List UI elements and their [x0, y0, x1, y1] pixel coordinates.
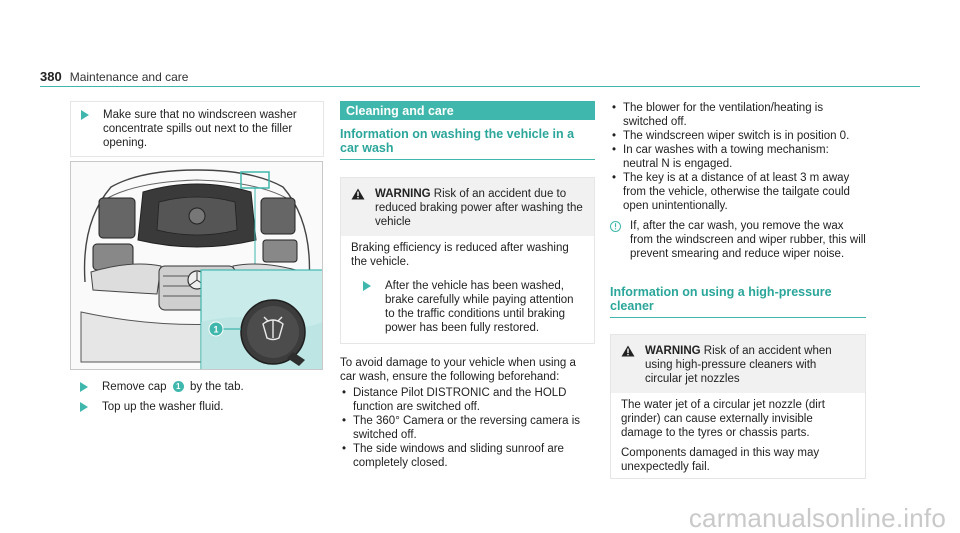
warning-triangle-icon [351, 188, 365, 200]
warning-instruction [351, 279, 584, 335]
car-wash-checklist-continued [610, 101, 866, 213]
triangle-bullet-icon [80, 382, 88, 392]
list-item: • The key is at a distance of at least 3 m away from the vehicle, otherwise the tailgate could open unintentionally. [610, 171, 866, 213]
warning-word: WARNING [645, 345, 701, 357]
wax-note [610, 219, 866, 261]
section-title-bar: Cleaning and care [340, 101, 595, 120]
list-item: • The windscreen wiper switch is in position 0. [610, 129, 866, 143]
info-note-icon [610, 221, 621, 232]
step-remove-cap [80, 380, 320, 394]
high-pressure-subheading: Information on using a high-pressure cleaner [610, 285, 866, 318]
step-top-up-text: Top up the washer fluid. [102, 401, 224, 413]
warning-title: Risk of an accident due to reduced braking power after washing the vehicle [375, 188, 583, 228]
warning-instruction-text: After the vehicle has been washed, brake carefully while paying attention to the traffic conditions until braking power has been fully restored. [385, 280, 574, 334]
watermark: carmanualsonline.info [688, 503, 946, 533]
car-wash-checklist [340, 386, 595, 470]
left-column [70, 101, 324, 157]
engine-bay-drawing [71, 162, 323, 370]
warning-heading-text [375, 187, 584, 229]
warning-text: Braking efficiency is reduced after washing the vehicle. [351, 242, 569, 268]
step-remove-cap-after: by the tab. [189, 381, 244, 393]
triangle-bullet-icon [81, 110, 89, 120]
triangle-bullet-icon [363, 281, 371, 291]
high-pressure-warning-box [610, 334, 866, 479]
right-column [610, 101, 866, 479]
middle-column [340, 101, 595, 470]
wax-note-text: If, after the car wash, you remove the wax from the windscreen and wiper rubber, this will prevent smearing and reduce wiper noise. [630, 220, 866, 260]
page-section-title: Maintenance and care [69, 70, 189, 84]
warning-title: Risk of an accident when using high-pressure cleaners with circular jet nozzles [645, 345, 832, 385]
warning-body [341, 236, 594, 343]
warning-heading-text [645, 344, 855, 386]
page-header [40, 70, 188, 84]
list-item: • The blower for the ventilation/heating is switched off. [610, 101, 866, 129]
warning-word: WARNING [375, 188, 431, 200]
list-item: • Distance Pilot DISTRONIC and the HOLD function are switched off. [340, 386, 595, 414]
list-item: • In car washes with a towing mechanism: neutral N is engaged. [610, 143, 866, 171]
step-remove-cap-before: Remove cap [102, 381, 167, 393]
warning-text: The water jet of a circular jet nozzle (dirt grinder) can cause externally invisible damage to the tyres or chassis parts. [621, 399, 825, 439]
warning-header [611, 335, 865, 393]
step-top-up [80, 400, 320, 414]
page-number: 380 [40, 69, 62, 84]
instruction-box [70, 101, 324, 157]
list-item: • The 360° Camera or the reversing camera is switched off. [340, 414, 595, 442]
figure-callout-label: 1 [213, 324, 219, 335]
list-item: • The side windows and sliding sunroof are completely closed. [340, 442, 595, 470]
warning-header [341, 178, 594, 236]
car-wash-subheading: Information on washing the vehicle in a car wash [340, 127, 595, 160]
header-rule [40, 86, 920, 87]
engine-bay-illustration [70, 161, 323, 370]
warning-body [611, 393, 865, 478]
car-wash-intro: To avoid damage to your vehicle when using a car wash, ensure the following beforehand: [340, 357, 576, 383]
warning-text: Components damaged in this way may unexpectedly fail. [621, 447, 820, 473]
step-remove-cap-text [102, 380, 244, 394]
warning-triangle-icon [621, 345, 635, 357]
triangle-bullet-icon [80, 402, 88, 412]
car-wash-warning-box [340, 177, 595, 344]
callout-1-icon: 1 [173, 381, 184, 392]
instruction-text: Make sure that no windscreen washer concentrate spills out next to the filler opening. [103, 109, 297, 149]
